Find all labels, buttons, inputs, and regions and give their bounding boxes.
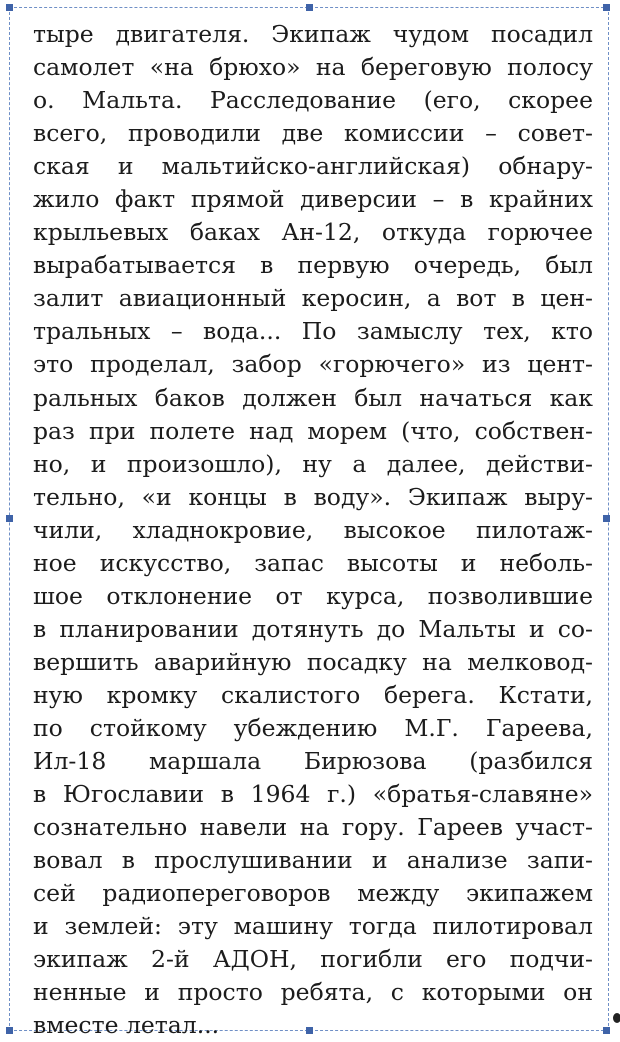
text-line: вместе летал... <box>33 1011 220 1040</box>
text-line: ненные и просто ребята, с которыми он <box>33 978 593 1007</box>
text-line: тыре двигателя. Экипаж чудом посадил <box>33 20 593 48</box>
overflow-marker <box>613 1013 620 1023</box>
text-line: раз при полете над морем (что, собствен- <box>33 416 593 445</box>
resize-handle-top-center[interactable] <box>306 4 313 11</box>
text-line: по стойкому убеждению М.Г. Гареева, <box>33 713 593 742</box>
text-line: самолет «на брюхо» на береговую полосу <box>33 53 593 82</box>
text-line: вырабатывается в первую очередь, был <box>33 251 593 280</box>
text-line: в Югославии в 1964 г.) «братья-славяне» <box>33 780 593 809</box>
body-text <box>33 18 593 1042</box>
text-line: сознательно навели на гору. Гареев участ- <box>33 813 593 842</box>
resize-handle-top-right[interactable] <box>603 4 610 11</box>
text-line: тельно, «и концы в воду». Экипаж выру- <box>33 482 593 511</box>
text-line: вовал в прослушивании и анализе запи- <box>33 846 593 875</box>
text-line: залит авиационный керосин, а вот в цен- <box>33 284 593 313</box>
text-line: но, и произошло), ну а далее, действи- <box>33 449 593 478</box>
text-line: шое отклонение от курса, позволившие <box>33 581 593 610</box>
resize-handle-bottom-left[interactable] <box>6 1027 13 1034</box>
text-line: вершить аварийную посадку на мелковод- <box>33 647 593 676</box>
text-line: ральных баков должен был начаться как <box>33 383 593 412</box>
text-line: в планировании дотянуть до Мальты и со- <box>33 614 593 643</box>
text-line: экипаж 2-й АДОН, погибли его подчи- <box>33 945 593 974</box>
text-line: сей радиопереговоров между экипажем <box>33 879 593 908</box>
text-line: чили, хладнокровие, высокое пилотаж- <box>33 515 593 544</box>
text-line: крыльевых баках Ан-12, откуда горючее <box>33 218 593 247</box>
resize-handle-middle-right[interactable] <box>603 515 610 522</box>
text-line: ную кромку скалистого берега. Кстати, <box>33 680 593 709</box>
text-line: жило факт прямой диверсии – в крайних <box>33 185 593 214</box>
resize-handle-bottom-right[interactable] <box>603 1027 610 1034</box>
text-line: о. Мальта. Расследование (его, скорее <box>33 86 593 115</box>
text-line: всего, проводили две комиссии – совет- <box>33 119 593 148</box>
text-line: и землей: эту машину тогда пилотировал <box>33 912 593 941</box>
text-line: Ил-18 маршала Бирюзова (разбился <box>33 747 593 776</box>
resize-handle-middle-left[interactable] <box>6 515 13 522</box>
resize-handle-top-left[interactable] <box>6 4 13 11</box>
text-line: тральных – вода... По замыслу тех, кто <box>33 317 593 346</box>
text-line: ская и мальтийско-английская) обнару- <box>33 152 593 181</box>
text-line: ное искусство, запас высоты и неболь- <box>33 548 593 577</box>
text-line: это проделал, забор «горючего» из цент- <box>33 350 593 379</box>
